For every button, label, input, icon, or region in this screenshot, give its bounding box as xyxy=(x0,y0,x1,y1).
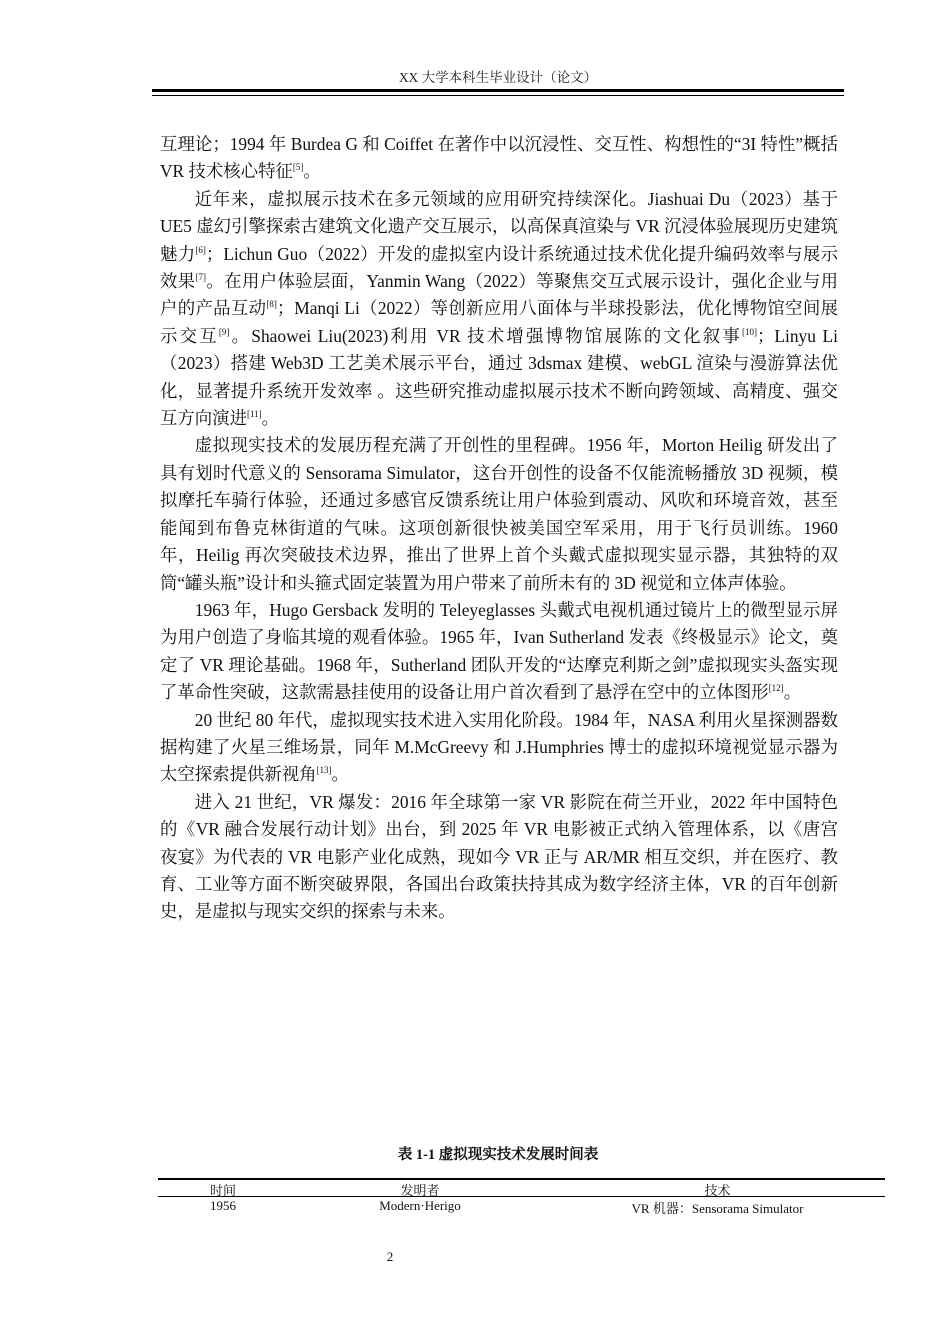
paragraph-text: 。 xyxy=(261,408,280,429)
paragraph xyxy=(160,789,838,926)
paragraph-text: ；Linyu Li（2023）搭建 Web3D 工艺美术展示平台，通过 3dsmax 建模、webGL 渲染与漫游算法优化，显著提升系统开发效率 。这些研究推动虚拟展示技术不断向跨领域、高精度、强交互方向演进 xyxy=(160,325,838,429)
table-header-time: 时间 xyxy=(209,1183,236,1198)
paragraph-text: 进入 21 世纪，VR 爆发：2016 年全球第一家 VR 影院在荷兰开业，2022 年中国特色的《VR 融合发展行动计划》出台，到 2025 年 VR 电影被正式纳入管理体系，以《唐宫夜宴》为代表的 VR 电影产业化成熟，现如今 VR 正与 AR/MR 相互交织，并在医疗、教育、工业等方面不断突破界限，各国出台政策扶持其成为数字经济主体，VR 的百年创新史，是虚拟与现实交织的探索与未来。 xyxy=(160,791,838,922)
paragraph xyxy=(160,131,838,186)
paragraph xyxy=(160,186,838,433)
paragraph-text: 。在用户体验层面，Yanmin Wang（2022）等聚焦交互式展示设计，强化企业与用户的产品互动 xyxy=(160,271,838,319)
paragraph xyxy=(160,707,838,789)
citation: [9] xyxy=(218,326,230,337)
paragraph-text: 。 xyxy=(303,161,321,182)
paragraph-text: ；Lichun Guo（2022）开发的虚拟室内设计系统通过技术优化提升编码效率与展示效果 xyxy=(160,243,838,292)
paragraph-text: 1963 年，Hugo Gersback 发明的 Teleyeglasses 头戴式电视机通过镜片上的微型显示屏为用户创造了身临其境的观看体验。1965 年，Ivan Sutherland 发表《终极显示》论文，奠定了 VR 理论基础。1968 年，Sutherland 团队开发的“达摩克利斯之剑”虚拟现实头盔实现了革命性突破，这款需悬挂使用的设备让用户首次看到了悬浮在空中的立体图形 xyxy=(160,599,838,703)
table-cell-technology: VR 机器：Sensorama Simulator xyxy=(631,1201,804,1216)
citation: [10] xyxy=(742,326,758,337)
table-caption: 表 1-1 虚拟现实技术发展时间表 xyxy=(397,1147,599,1163)
page-header: XX 大学本科生毕业设计（论文） xyxy=(398,70,598,85)
citation: [11] xyxy=(246,409,262,420)
citation: [12] xyxy=(768,683,784,694)
header-rule-thick xyxy=(152,89,844,92)
body-text xyxy=(160,131,838,926)
citation: [7] xyxy=(195,272,207,283)
paragraph-text: ；Manqi Li（2022）等创新应用八面体与半球投影法，优化博物馆空间展示交互 xyxy=(160,298,838,346)
table-header-technology: 技术 xyxy=(704,1183,731,1198)
paragraph xyxy=(160,597,838,707)
paragraph-text: 。 xyxy=(783,682,802,703)
page-number: 2 xyxy=(386,1249,394,1264)
citation: [8] xyxy=(266,299,277,310)
paragraph-text: 近年来，虚拟展示技术在多元领域的应用研究持续深化。Jiashuai Du（2023）基于 UE5 虚幻引擎探索古建筑文化遗产交互展示，以高保真渲染与 VR 沉浸体验展现历史建筑魅力 xyxy=(160,188,838,264)
paragraph-text: 互理论；1994 年 Burdea G 和 Coiffet 在著作中以沉浸性、交互性、构想性的“3I 特性”概括 VR 技术核心特征 xyxy=(160,134,838,182)
citation: [5] xyxy=(292,162,304,173)
table-cell-inventor: Modern·Herigo xyxy=(379,1198,461,1213)
citation: [6] xyxy=(195,244,206,255)
paragraph-text: 20 世纪 80 年代，虚拟现实技术进入实用化阶段。1984 年，NASA 利用火星探测器数据构建了火星三维场景，同年 M.McGreevy 和 J.Humphries 博士的虚拟环境视觉显示器为太空探索提供新视角 xyxy=(160,709,838,785)
header-rule-thin xyxy=(152,95,844,96)
paragraph-text: 。 xyxy=(331,764,349,785)
paragraph xyxy=(160,432,838,596)
paragraph-text: 。Shaowei Liu(2023)利用 VR 技术增强博物馆展陈的文化叙事 xyxy=(229,325,743,346)
table-header-inventor: 发明者 xyxy=(400,1183,440,1198)
citation: [13] xyxy=(316,765,332,776)
table-cell-time: 1956 xyxy=(210,1198,236,1213)
paragraph-text: 虚拟现实技术的发展历程充满了开创性的里程碑。1956 年，Morton Heilig 研发出了具有划时代意义的 Sensorama Simulator，这台开创性的设备不仅能流畅播放 3D 视频，模拟摩托车骑行体验，还通过多感官反馈系统让用户体验到震动、风吹和环境音效，甚至能闻到布鲁克林街道的气味。这项创新很快被美国空军采用，用于飞行员训练。1960 年，Heilig 再次突破技术边界，推出了世界上首个头戴式虚拟现实显示器，其独特的双筒“罐头瓶”设计和头箍式固定装置为用户带来了前所未有的 3D 视觉和立体声体验。 xyxy=(160,435,838,593)
